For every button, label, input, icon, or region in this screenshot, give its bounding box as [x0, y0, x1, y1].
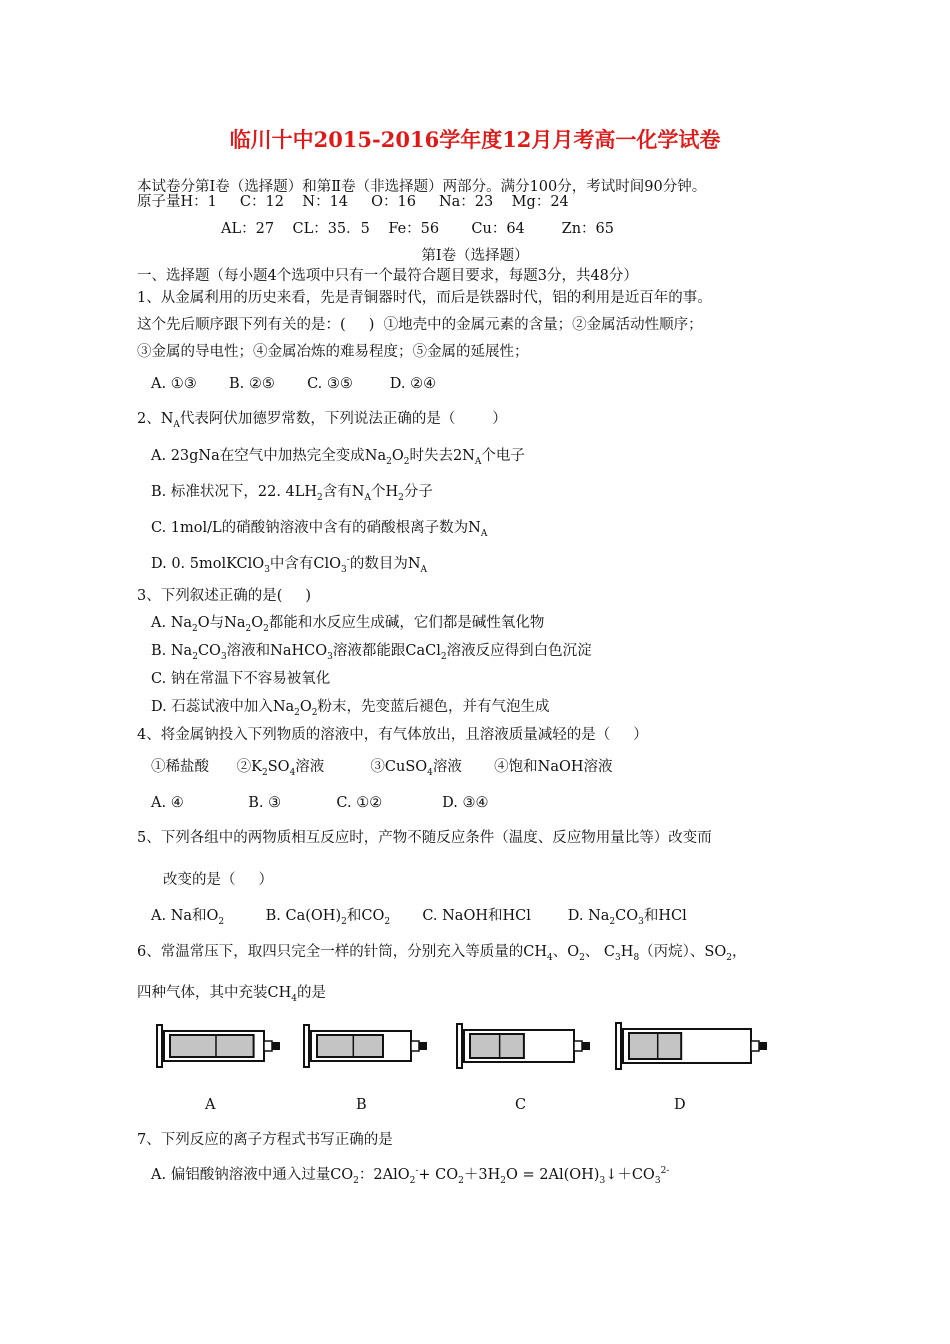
q2c-s1: A	[480, 528, 488, 539]
q2b-t2: 含有N	[322, 484, 365, 500]
q6l1-t2: 、O	[552, 944, 580, 960]
q5-line1: 5、下列各组中的两物质相互反应时，产物不随反应条件（温度、反应物用量比等）改变而	[137, 830, 712, 846]
q7a-s3: 2	[458, 1175, 464, 1186]
q7a-s1: 2	[353, 1175, 359, 1186]
q6l2-t2: 的是	[296, 985, 326, 1001]
q5o-s5: 3	[638, 916, 644, 927]
q3b-s1: 2	[192, 651, 198, 662]
q5o-t6: 和HCl	[643, 908, 687, 924]
q2c-t1: C. 1mol/L的硝酸钠溶液中含有的硝酸根离子数为N	[151, 520, 481, 536]
q7-option-a	[151, 1166, 669, 1184]
q5o-t2: B. Ca(OH)	[224, 908, 342, 924]
syringe-tip	[582, 1042, 590, 1050]
q5-line2: 改变的是（ ）	[163, 872, 274, 888]
q2-stem-b: 代表阿伏加德罗常数，下列说法正确的是（ ）	[179, 411, 507, 427]
q6l1-s5: 2	[726, 952, 732, 963]
q7a-s2: 2	[409, 1175, 416, 1186]
q4i-t2: SO	[267, 759, 290, 775]
syringe-tip	[419, 1042, 427, 1050]
q5-options	[151, 907, 687, 925]
q4i-t4: 溶液 ④饱和NaOH溶液	[432, 759, 613, 775]
q2-option-c	[151, 519, 487, 537]
q6l1-s4: 8	[633, 952, 640, 963]
q2b-t3: 个H	[370, 484, 399, 500]
q7a-t5: O = 2Al(OH)	[506, 1167, 600, 1183]
q3a-t3: O	[251, 615, 264, 631]
q6l1-s1: 4	[546, 952, 553, 963]
part-heading: 一、选择题（每小题4个选项中只有一个最符合题目要求，每题3分，共48分）	[137, 268, 638, 284]
q3a-t1: A. Na	[151, 615, 193, 631]
syringe-gas-fill	[317, 1035, 383, 1057]
q3-stem: 3、下列叙述正确的是( )	[137, 588, 312, 604]
q6l1-t1: 6、常温常压下，取四只完全一样的针筒，分别充入等质量的CH	[137, 944, 547, 960]
q2d-s3: A	[420, 564, 428, 575]
q3d-t3: 粉末，先变蓝后褪色，并有气泡生成	[317, 699, 550, 715]
q3-option-a	[151, 614, 544, 632]
q3b-t2: CO	[197, 643, 221, 659]
exam-intro: 本试卷分第Ⅰ卷（选择题）和第Ⅱ卷（非选择题）两部分。满分100分，考试时间90分钟。	[137, 179, 707, 195]
q2b-t4: 分子	[403, 484, 433, 500]
q4-options: A. ④ B. ③ C. ①② D. ③④	[151, 795, 489, 811]
q2a-s2: 2	[403, 456, 410, 467]
page-title: 临川十中2015-2016学年度12月月考高一化学试卷	[229, 127, 721, 152]
syringe-tip	[759, 1042, 767, 1050]
q1-line3: ③金属的导电性；④金属冶炼的难易程度；⑤金属的延展性；	[137, 344, 529, 360]
q5o-s2: 2	[341, 916, 347, 927]
q3a-s3: 2	[263, 623, 269, 634]
syringe-c-figure	[455, 1018, 595, 1074]
q2a-s3: A	[474, 456, 482, 467]
q4i-t1: ①稀盐酸 ②K	[151, 759, 262, 775]
q7a-t6: ↓＋CO	[605, 1167, 655, 1183]
q7-stem: 7、下列反应的离子方程式书写正确的是	[137, 1132, 393, 1148]
syringe-nozzle	[574, 1041, 582, 1051]
syringe-nozzle	[411, 1041, 419, 1051]
q3b-s3: 3	[327, 651, 333, 662]
q5o-s4: 2	[609, 916, 616, 927]
q4-stem: 4、将金属钠投入下列物质的溶液中，有气体放出，且溶液质量减轻的是（ ）	[137, 727, 648, 743]
atomic-mass-label-text: 原子量	[137, 194, 181, 210]
q6l1-s2: 2	[579, 952, 585, 963]
q5o-t4: C. NaOH和HCl D. Na	[390, 908, 610, 924]
syringe-gas-fill	[170, 1035, 254, 1057]
q3-option-d	[151, 698, 550, 716]
q3b-t5: 溶液反应得到白色沉淀	[446, 643, 592, 659]
syringe-plunger-plate	[304, 1025, 309, 1067]
q2d-t3: 的数目为N	[349, 556, 421, 572]
q3b-t3: 溶液和NaHCO	[226, 643, 328, 659]
q3-option-b	[151, 642, 592, 660]
atomic-mass-row1: H：1 C：12 N：14 O：16 Na：23 Mg：24	[180, 194, 569, 210]
q4i-s1: 2	[262, 767, 268, 778]
q6l1-t4: H	[620, 944, 634, 960]
q6l1-s3: 3	[615, 952, 621, 963]
q2d-sup: -	[346, 555, 350, 566]
q3d-s2: 2	[311, 707, 318, 718]
syringe-plunger-plate	[457, 1024, 462, 1068]
q3a-t4: 都能和水反应生成碱，它们都是碱性氧化物	[268, 615, 545, 631]
syringe-d-figure	[614, 1016, 774, 1076]
q2a-t2: O	[391, 448, 404, 464]
q1-options: A. ①③ B. ②⑤ C. ③⑤ D. ②④	[151, 376, 437, 392]
q1-line1: 1、从金属利用的历史来看，先是青铜器时代，而后是铁器时代，铝的利用是近百年的事。	[137, 290, 712, 306]
q2a-s1: 2	[386, 456, 392, 467]
syringe-label-a: A	[205, 1097, 216, 1113]
q5o-t5: CO	[615, 908, 639, 924]
q5o-s1: 2	[218, 916, 225, 927]
q2-stem	[137, 410, 507, 428]
q3-option-c: C. 钠在常温下不容易被氧化	[151, 671, 331, 687]
syringe-gas-fill	[470, 1034, 524, 1058]
q4i-s3: 4	[427, 767, 433, 778]
atomic-mass-row2: AL：27 CL：35．5 Fe：56 Cu：64 Zn：65	[221, 221, 615, 237]
q2d-s1: 3	[264, 564, 270, 575]
q7a-t4: ＋3H	[463, 1167, 501, 1183]
q1-line2: 这个先后顺序跟下列有关的是：( ) ①地壳中的金属元素的含量；②金属活动性顺序；	[137, 317, 703, 333]
q3d-t2: O	[299, 699, 312, 715]
syringe-nozzle	[751, 1041, 759, 1051]
q4-items	[151, 758, 613, 776]
q6l1-t6: ，	[731, 944, 747, 960]
syringe-label-d: D	[674, 1097, 686, 1113]
q5o-t3: 和CO	[346, 908, 385, 924]
q7a-s5: 3	[599, 1175, 606, 1186]
syringe-b-figure	[302, 1018, 432, 1074]
q2d-t2: 中含有ClO	[269, 556, 342, 572]
q3d-t1: D. 石蕊试液中加入Na	[151, 699, 295, 715]
q5o-s3: 2	[384, 916, 391, 927]
q6l2-s1: 4	[291, 993, 297, 1004]
syringe-tip	[272, 1042, 280, 1050]
q2a-t4: 个电子	[481, 448, 525, 464]
q2-stem-a: 2、N	[137, 411, 174, 427]
q2b-t1: B. 标准状况下，22. 4LH	[151, 484, 318, 500]
q6l1-t5: （丙烷）、SO	[639, 944, 727, 960]
syringe-label-b: B	[356, 1097, 367, 1113]
q2a-t3: 时失去2N	[409, 448, 475, 464]
q4i-s2: 4	[289, 767, 296, 778]
q2b-s1: 2	[317, 492, 323, 503]
q3a-t2: O与Na	[197, 615, 246, 631]
q3b-s2: 3	[220, 651, 227, 662]
q7a-sup2: 2-	[660, 1166, 670, 1177]
q7a-s4: 2	[500, 1175, 507, 1186]
q2a-t1: A. 23gNa在空气中加热完全变成Na	[151, 448, 387, 464]
q2d-t1: D. 0. 5molKClO	[151, 556, 265, 572]
q6l1-t3: 、 C	[584, 944, 616, 960]
atomic-mass-label	[137, 193, 569, 211]
q3b-t4: 溶液都能跟CaCl	[332, 643, 441, 659]
syringe-plunger-plate	[616, 1023, 621, 1069]
q7a-s6: 3	[654, 1175, 661, 1186]
q7a-t2: ：2AlO	[358, 1167, 410, 1183]
q7a-sup1: -	[415, 1166, 419, 1177]
q6-line2	[137, 984, 326, 1002]
syringe-gas-fill	[629, 1033, 681, 1059]
syringe-nozzle	[264, 1041, 272, 1051]
syringe-a-figure	[155, 1018, 285, 1074]
q2-option-b	[151, 483, 433, 501]
q3b-t1: B. Na	[151, 643, 193, 659]
q3d-s1: 2	[294, 707, 300, 718]
q6-line1	[137, 943, 746, 961]
q7a-t3: + CO	[418, 1167, 459, 1183]
q2-option-a	[151, 447, 525, 465]
q2-stem-sub: A	[173, 419, 180, 430]
syringe-label-c: C	[515, 1097, 527, 1113]
q7a-t1: A. 偏铝酸钠溶液中通入过量CO	[151, 1167, 354, 1183]
q2b-s2: A	[364, 492, 371, 503]
q5o-t1: A. Na和O	[151, 908, 219, 924]
q6l2-t1: 四种气体，其中充装CH	[137, 985, 292, 1001]
q3a-s1: 2	[192, 623, 198, 634]
section-title: 第Ⅰ卷（选择题）	[421, 248, 529, 264]
q2-option-d	[151, 555, 427, 573]
q2b-s3: 2	[398, 492, 404, 503]
q3a-s2: 2	[245, 623, 252, 634]
q3b-s4: 2	[440, 651, 447, 662]
q2d-s2: 3	[341, 564, 347, 575]
q4i-t3: 溶液 ③CuSO	[295, 759, 428, 775]
syringe-plunger-plate	[157, 1025, 162, 1067]
